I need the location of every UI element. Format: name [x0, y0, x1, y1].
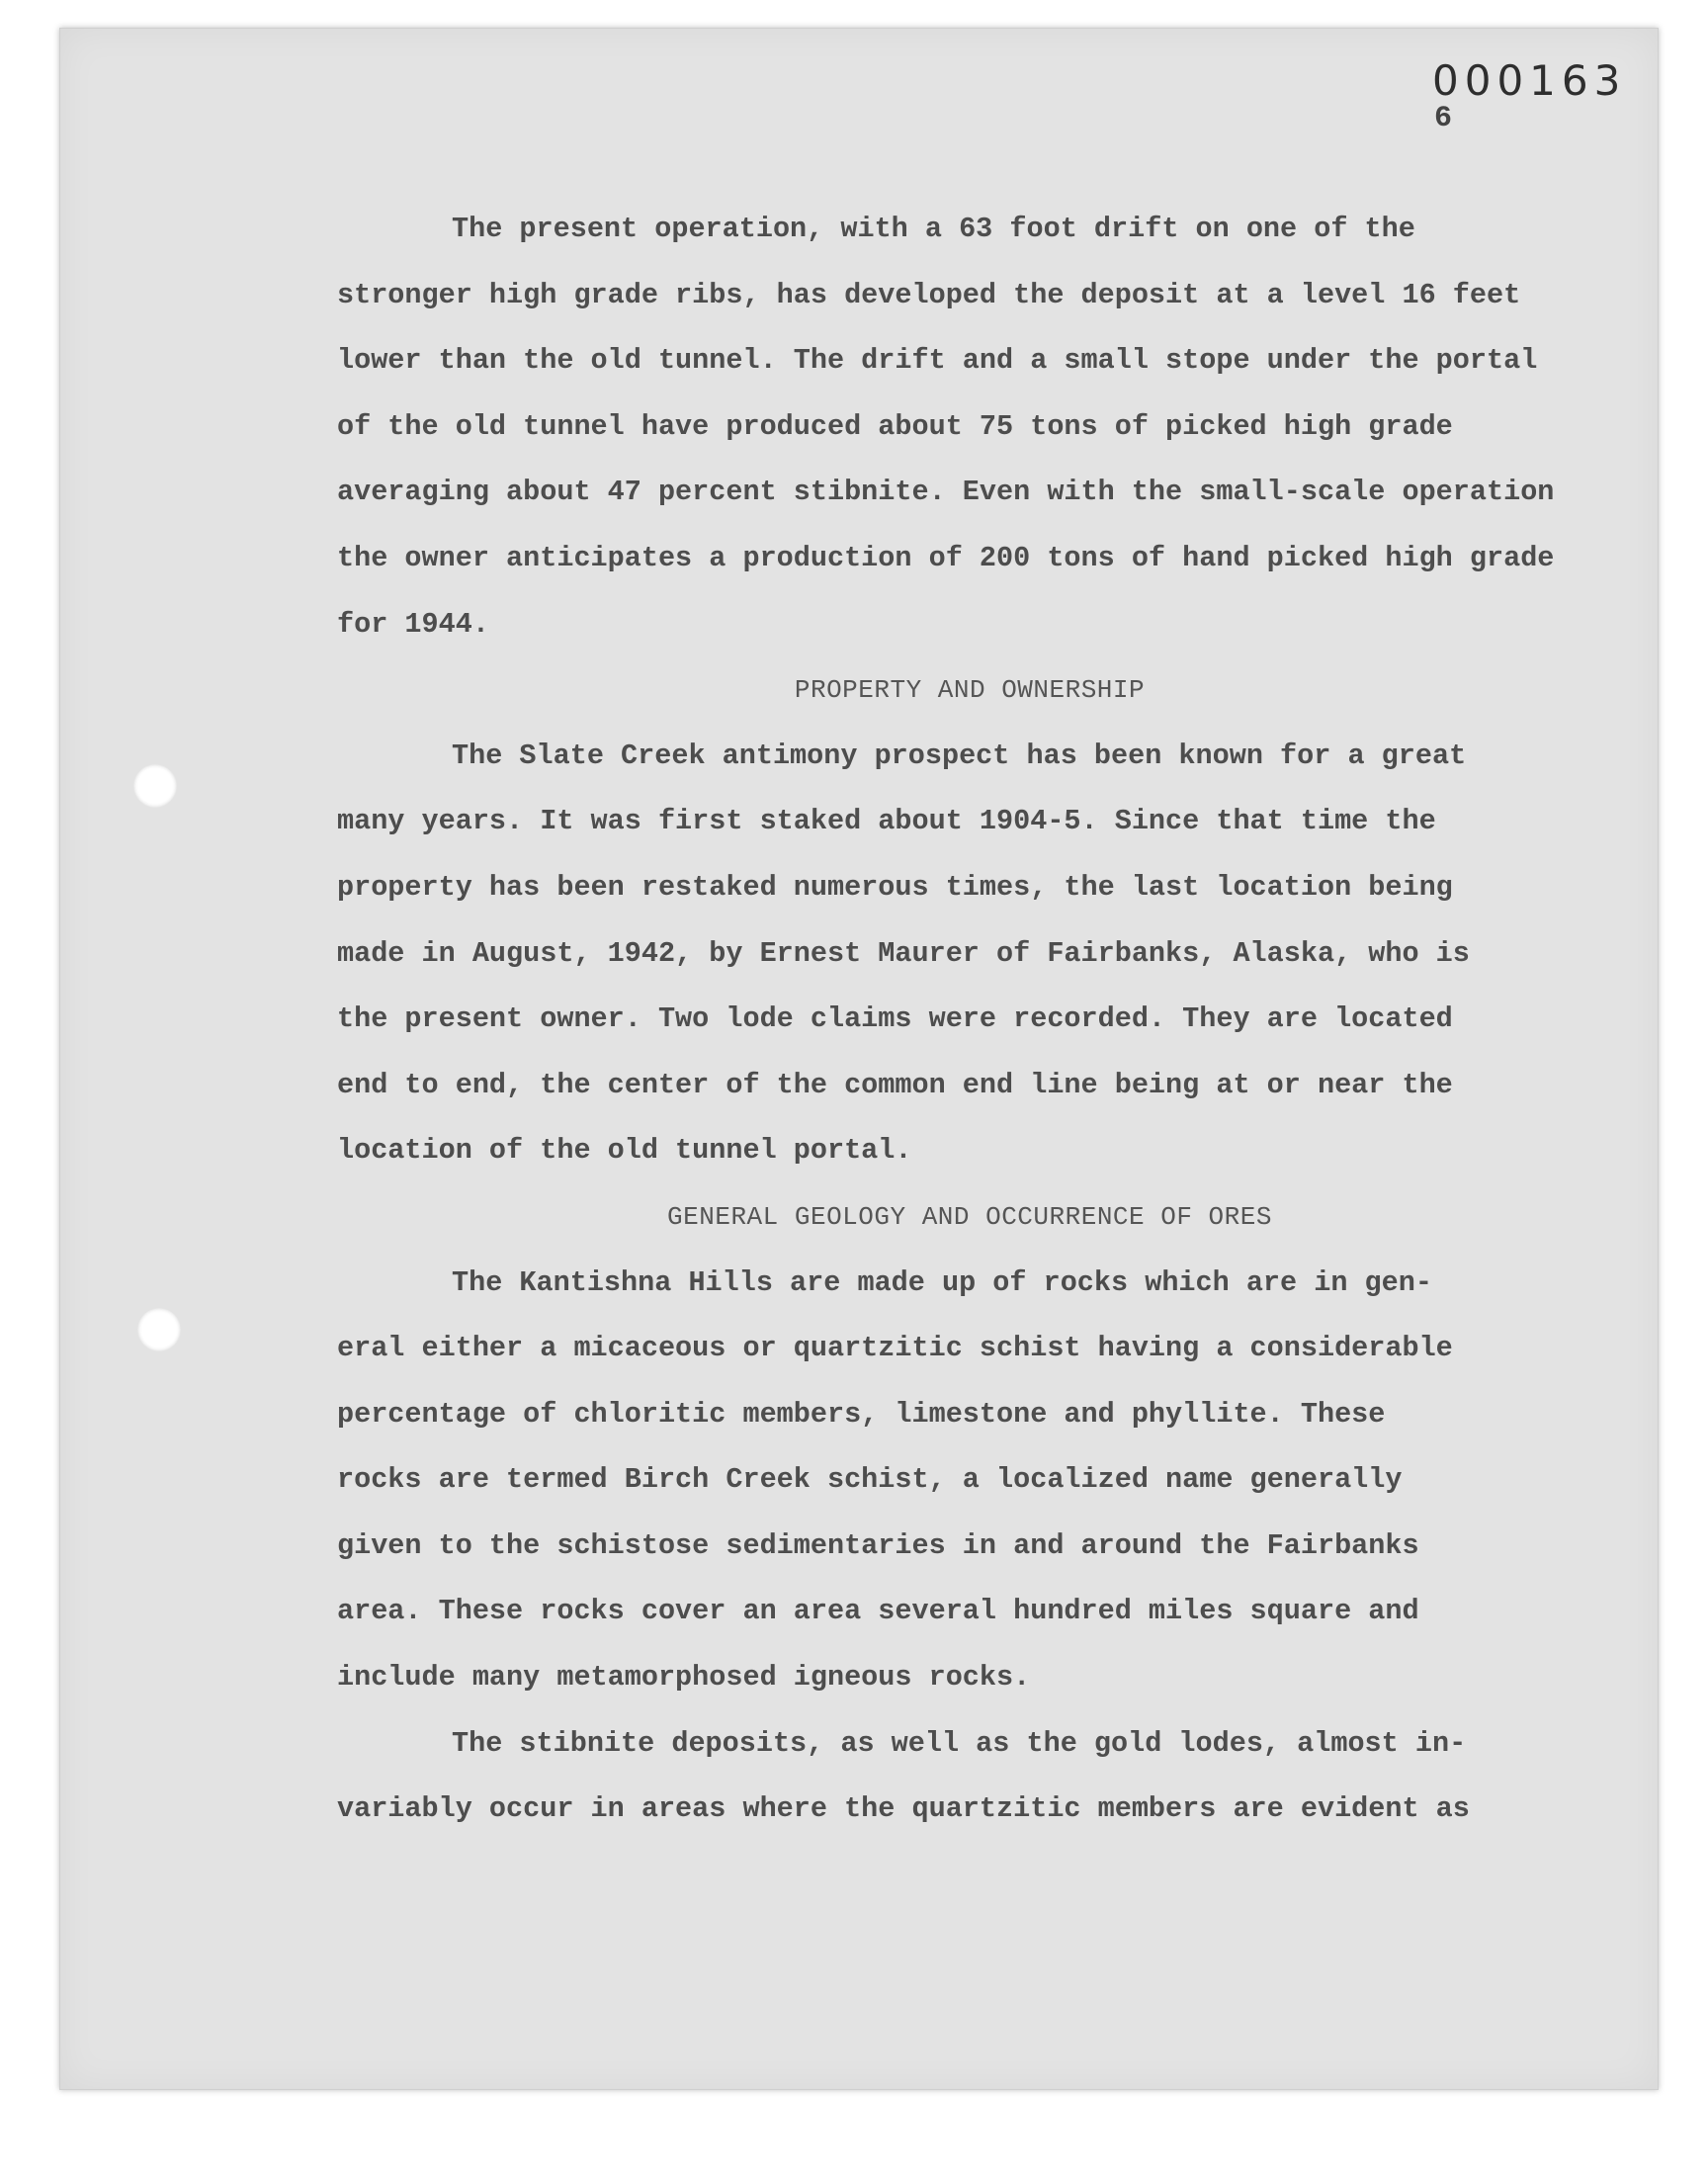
- text-line: area. These rocks cover an area several hundred miles square and: [337, 1595, 1419, 1628]
- text-line: percentage of chloritic members, limestone and phyllite. These: [337, 1397, 1386, 1431]
- document-page: [59, 28, 1659, 2090]
- section-heading-general-geology: GENERAL GEOLOGY AND OCCURRENCE OF ORES: [667, 1201, 1272, 1232]
- text-line: eral either a micaceous or quartzitic schist having a considerable: [337, 1332, 1453, 1365]
- paragraph-stibnite-deposits: [337, 1711, 1563, 1843]
- document-body: [337, 197, 1563, 1843]
- text-line: The Slate Creek antimony prospect has been known for a great: [452, 739, 1467, 772]
- text-line: rocks are termed Birch Creek schist, a localized name generally: [337, 1463, 1403, 1497]
- text-line: of the old tunnel have produced about 75 tons of picked high grade: [337, 409, 1453, 443]
- text-line: for 1944.: [337, 607, 489, 641]
- text-line: given to the schistose sedimentaries in and around the Fairbanks: [337, 1528, 1419, 1562]
- text-line: many years. It was first staked about 1904-5. Since that time the: [337, 805, 1436, 838]
- punch-hole-bottom: [137, 1308, 181, 1351]
- text-line: The present operation, with a 63 foot drift on one of the: [452, 213, 1415, 245]
- text-line: variably occur in areas where the quartzitic members are evident as: [337, 1792, 1470, 1826]
- text-line: The Kantishna Hills are made up of rocks which are in gen-: [452, 1265, 1432, 1299]
- text-line: stronger high grade ribs, has developed the deposit at a level 16 feet: [337, 278, 1521, 311]
- text-line: lower than the old tunnel. The drift and a small stope under the portal: [337, 344, 1538, 378]
- paragraph-kantishna-hills: [337, 1251, 1563, 1711]
- text-line: the owner anticipates a production of 200 tons of hand picked high grade: [337, 541, 1555, 574]
- text-line: include many metamorphosed igneous rocks.: [337, 1661, 1031, 1695]
- punch-hole-top: [133, 764, 177, 808]
- text-line: end to end, the center of the common end line being at or near the: [337, 1068, 1453, 1101]
- text-line: made in August, 1942, by Ernest Maurer of Fairbanks, Alaska, who is: [337, 936, 1470, 970]
- text-line: The stibnite deposits, as well as the gold lodes, almost in-: [452, 1726, 1467, 1760]
- text-line: averaging about 47 percent stibnite. Even with the small-scale operation: [337, 476, 1555, 509]
- paragraph-present-operation: [337, 197, 1563, 657]
- page-number: 6: [1434, 102, 1453, 135]
- text-line: location of the old tunnel portal.: [337, 1134, 912, 1168]
- text-line: property has been restaked numerous times, the last location being: [337, 870, 1453, 904]
- paragraph-property-ownership: [337, 724, 1563, 1184]
- document-stamp-number: 000163: [1432, 56, 1627, 105]
- text-line: the present owner. Two lode claims were recorded. They are located: [337, 1002, 1453, 1036]
- section-heading-property-ownership: PROPERTY AND OWNERSHIP: [794, 675, 1146, 706]
